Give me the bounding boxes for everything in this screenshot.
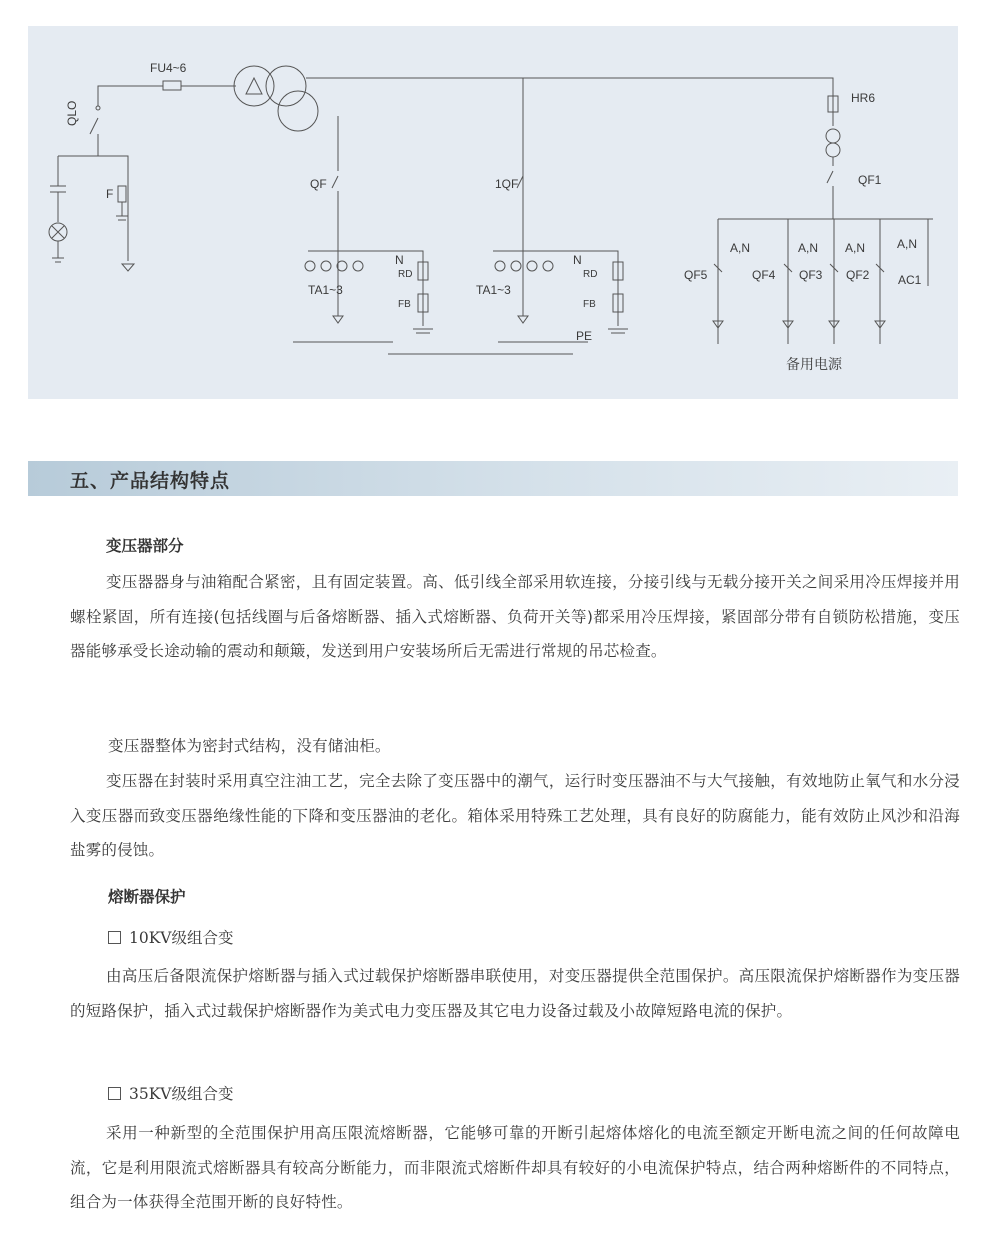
paragraph-10kv-protection: 由高压后备限流保护熔断器与插入式过载保护熔断器串联使用，对变压器提供全范围保护。高压限流保护熔断器作为变压器的短路保护，插入式过载保护熔断器作为美式电力变压器及其它电力设备过载及小故障短路电流的保护。 [70, 967, 960, 1020]
ct-mid-4 [543, 261, 553, 271]
label-n-mid: N [573, 253, 582, 267]
label-rd-left: RD [398, 269, 413, 280]
label-an-4: A,N [897, 237, 918, 251]
ct-mid-2 [511, 261, 521, 271]
label-fb-mid: FB [583, 299, 596, 310]
qlo-contact [96, 106, 100, 110]
transformer-winding-lv1 [266, 66, 306, 106]
kv10-heading [108, 926, 234, 948]
label-ta-mid: TA1~3 [476, 283, 511, 297]
kv10-heading-text: 10KV级组合变 [129, 929, 234, 947]
paragraph-transformer-body: 变压器器身与油箱配合紧密，且有固定装置。高、低引线全部采用软连接，分接引线与无载分接开关之间采用冷压焊接并用螺栓紧固，所有连接(包括线圈与后备熔断器、插入式熔断器、负荷开关等)都采用冷压焊接，紧固部分带有自锁防松措施，变压器能够承受长途动输的震动和颠簸，发送到用户安装场所后无需进行常规的吊芯检查。 [70, 573, 960, 660]
left-branch-bus [58, 156, 128, 261]
aux-transformer-1 [826, 129, 840, 143]
label-qf2: QF2 [846, 268, 870, 282]
qf1-branch [827, 157, 833, 219]
paragraph-35kv-protection: 采用一种新型的全范围保护用高压限流熔断器，它能够可靠的开断引起熔体熔化的电流至额定开断电流之间的任何故障电流，它是利用限流式熔断器具有较高分断能力，而非限流式熔断件却具有较好的小电流保护特点，结合两种熔断件的不同特点，组合为一体获得全范围开断的良好特性。 [70, 1124, 960, 1211]
label-ta-left: TA1~3 [308, 283, 343, 297]
delta-symbol [246, 78, 262, 94]
transformer-winding-lv2 [278, 91, 318, 131]
label-pe: PE [576, 329, 593, 343]
checkbox-square-icon [108, 1087, 121, 1100]
left-pe-ground [413, 329, 433, 333]
ct-left-2 [321, 261, 331, 271]
ct-mid-1 [495, 261, 505, 271]
one-qf-bus [493, 251, 618, 326]
label-fu: FU4~6 [150, 61, 187, 75]
qlo-switch-symbol [90, 118, 98, 156]
qf-branch [332, 116, 338, 251]
label-qlo: QLO [65, 100, 79, 126]
label-f: F [106, 187, 114, 201]
wiring-diagram-panel [28, 26, 958, 399]
ct-mid-3 [527, 261, 537, 271]
paragraph-vacuum-oil: 变压器在封装时采用真空注油工艺，完全去除了变压器中的潮气，运行时变压器油不与大气接触，有效地防止氧气和水分浸入变压器而致变压器绝缘性能的下降和变压器油的老化。箱体采用特殊工艺处理，具有良好的防腐能力，能有效防止风沙和沿海盐雾的侵蚀。 [70, 772, 960, 859]
arrester-ground [116, 202, 128, 220]
label-rd-mid: RD [583, 269, 598, 280]
ct-left-4 [353, 261, 363, 271]
label-qf: QF [310, 177, 327, 191]
left-ground-symbol [52, 241, 64, 262]
fuse-protection-heading: 熔断器保护 [108, 888, 186, 906]
transformer-heading: 变压器部分 [106, 537, 184, 555]
label-backup-power: 备用电源 [786, 357, 842, 373]
label-qf5: QF5 [684, 268, 708, 282]
label-an-3: A,N [845, 241, 866, 255]
lamp-cross [52, 226, 64, 238]
kv35-heading-text: 35KV级组合变 [129, 1085, 234, 1103]
arrester-f-symbol [118, 186, 126, 202]
label-n-left: N [395, 253, 404, 267]
qf-feeder-arrow [333, 316, 343, 323]
label-fb-left: FB [398, 299, 411, 310]
one-qf-feeder-arrow [518, 316, 528, 323]
section-header-bar [28, 461, 958, 496]
wiring-diagram [28, 26, 958, 399]
aux-transformer-2 [826, 143, 840, 157]
mid-pe-ground [608, 329, 628, 333]
label-qf4: QF4 [752, 268, 776, 282]
capacitor-symbol [50, 156, 66, 222]
label-1qf: 1QF [495, 177, 519, 191]
checkbox-square-icon [108, 931, 121, 944]
label-hr6: HR6 [851, 91, 876, 105]
top-right-bus [306, 78, 833, 86]
label-an-2: A,N [798, 241, 819, 255]
section-title: 五、产品结构特点 [70, 470, 231, 492]
label-qf1: QF1 [858, 173, 882, 187]
ct-left-1 [305, 261, 315, 271]
label-an-1: A,N [730, 241, 751, 255]
label-ac1: AC1 [898, 273, 922, 287]
distribution-arrows [713, 321, 885, 328]
paragraph-sealed-structure: 变压器整体为密封式结构，没有储油柜。 [108, 737, 391, 755]
label-qf3: QF3 [799, 268, 823, 282]
left-branch-ground-arrow [122, 264, 134, 271]
fuse-fu-symbol [163, 81, 181, 90]
kv35-heading [108, 1082, 234, 1104]
transformer-winding-hv [234, 66, 274, 106]
top-feed-line [98, 86, 163, 106]
